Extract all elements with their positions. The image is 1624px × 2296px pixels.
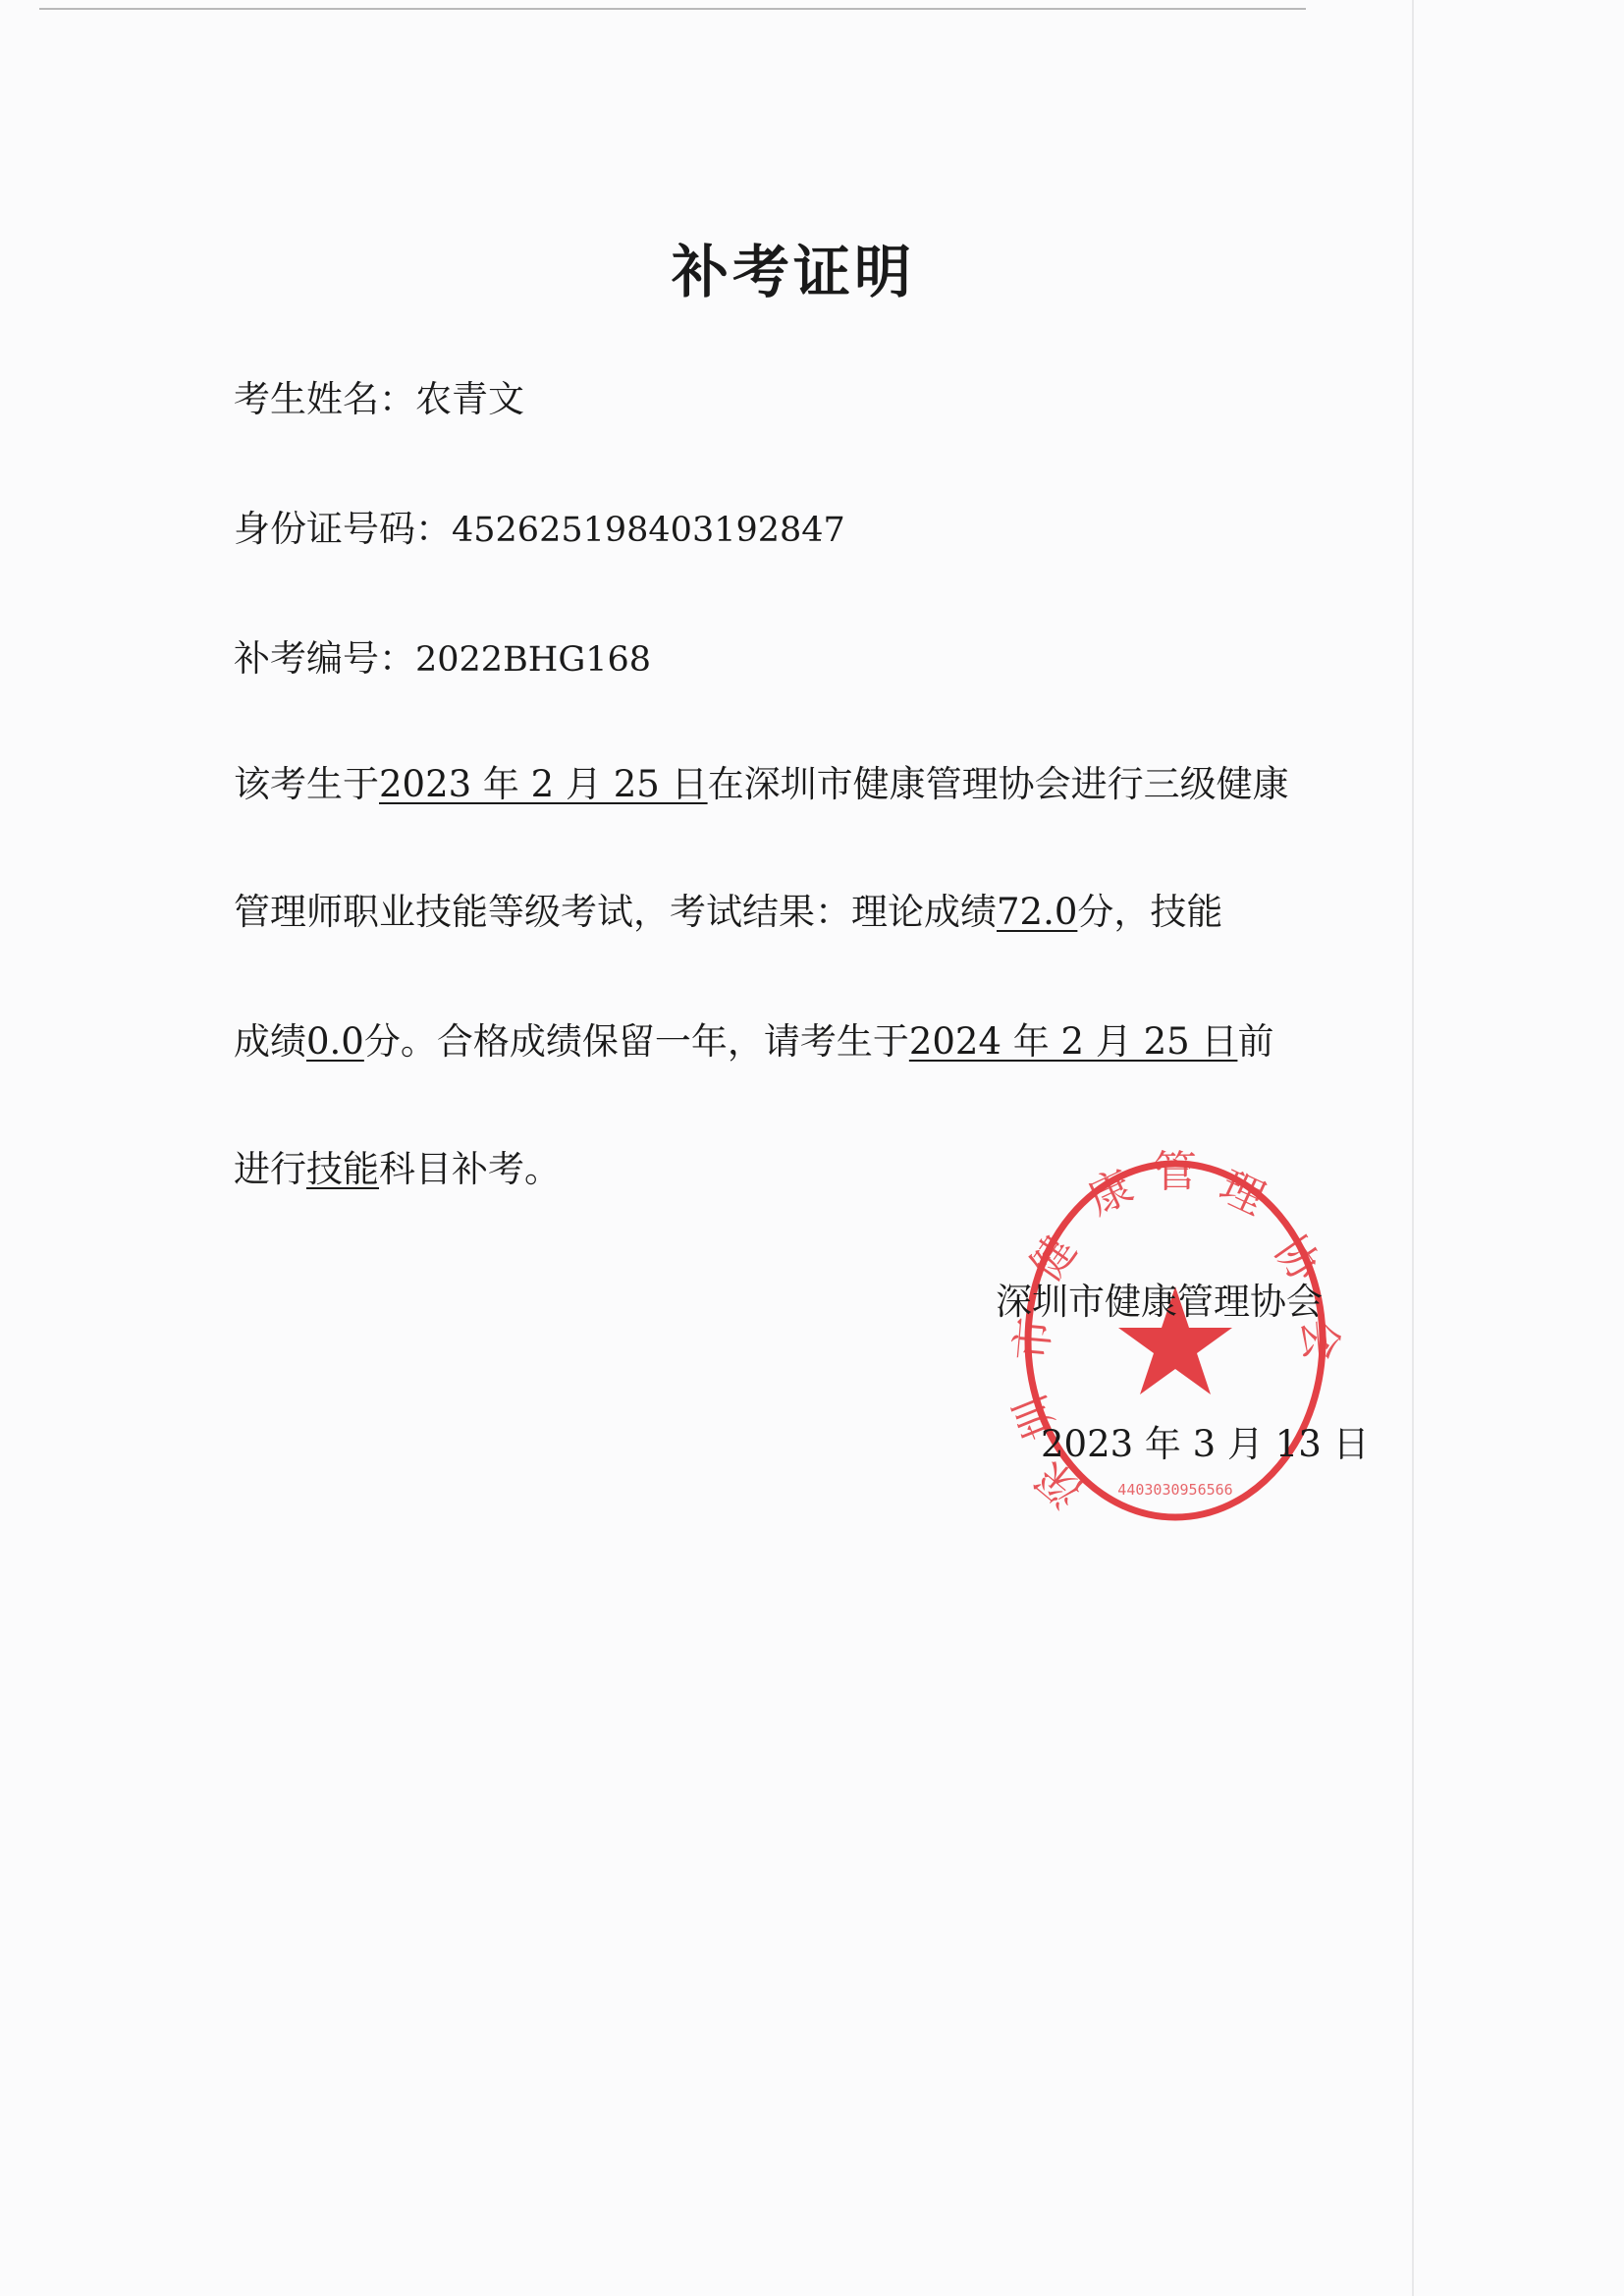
svg-text:管: 管 <box>1154 1147 1197 1197</box>
id-number-line <box>234 499 845 552</box>
makeup-number-line <box>234 629 651 682</box>
makeup-number-value: 2022BHG168 <box>415 640 652 680</box>
candidate-name-value: 农青文 <box>415 378 524 420</box>
theory-score: 72.0 <box>997 891 1078 933</box>
body-text: 管理师职业技能等级考试，考试结果：理论成绩 <box>234 891 997 933</box>
svg-text:深: 深 <box>1027 1450 1093 1517</box>
body-line-4 <box>234 1139 561 1192</box>
body-line-3 <box>234 1011 1273 1065</box>
body-line-1 <box>234 754 1289 807</box>
body-text: 进行 <box>234 1148 306 1190</box>
svg-text:健: 健 <box>1020 1227 1087 1291</box>
svg-text:理: 理 <box>1212 1161 1272 1226</box>
signature-date: 2023 年 3 月 13 日 <box>1041 1423 1370 1465</box>
candidate-name-label: 考生姓名： <box>234 378 415 420</box>
document-title: 补考证明 <box>671 239 915 305</box>
scan-edge-right <box>1412 0 1414 2296</box>
body-text: 前 <box>1237 1020 1274 1063</box>
exam-date: 2023 年 2 月 25 日 <box>379 763 708 805</box>
candidate-name-line <box>234 369 524 422</box>
retake-subject: 技能 <box>306 1148 379 1190</box>
body-text: 分。合格成绩保留一年，请考生于 <box>363 1020 909 1063</box>
signature-organization: 深圳市健康管理协会 <box>996 1281 1323 1323</box>
body-text: 分，技能 <box>1077 891 1223 933</box>
body-text: 成绩 <box>234 1020 306 1063</box>
svg-text:4403030956566: 4403030956566 <box>1117 1481 1233 1499</box>
svg-text:圳: 圳 <box>1004 1388 1068 1448</box>
makeup-number-label: 补考编号： <box>234 637 415 680</box>
id-number-value: 452625198403192847 <box>452 511 845 550</box>
svg-text:市: 市 <box>1006 1315 1060 1363</box>
svg-text:协: 协 <box>1264 1227 1330 1291</box>
retake-deadline: 2024 年 2 月 25 日 <box>908 1020 1238 1063</box>
body-text: 该考生于 <box>234 763 379 805</box>
body-line-2 <box>234 882 1222 935</box>
svg-text:会: 会 <box>1292 1315 1346 1363</box>
official-seal <box>1004 1147 1346 1532</box>
scan-edge-top <box>39 8 1306 10</box>
body-text: 在深圳市健康管理协会进行三级健康 <box>707 763 1289 805</box>
skill-score: 0.0 <box>306 1020 364 1063</box>
id-number-label: 身份证号码： <box>234 508 452 550</box>
body-text: 科目补考。 <box>379 1148 561 1190</box>
svg-text:康: 康 <box>1080 1161 1141 1226</box>
